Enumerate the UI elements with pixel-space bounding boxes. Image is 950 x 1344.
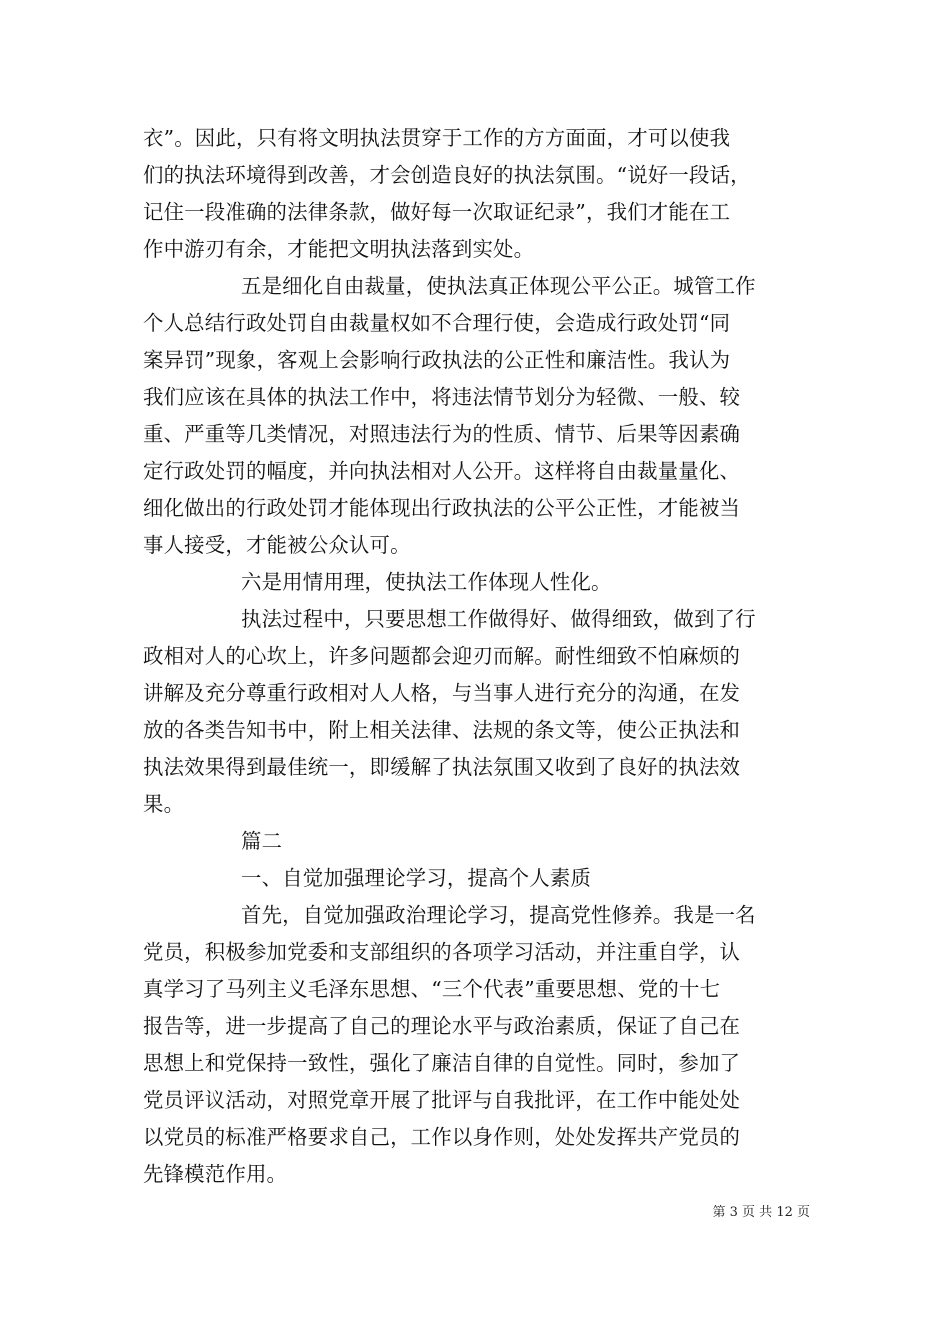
text-line: 事人接受，才能被公众认可。 bbox=[143, 533, 411, 557]
text-line: 党员，积极参加党委和支部组织的各项学习活动，并注重自学，认 bbox=[143, 940, 741, 964]
text-line: 个人总结行政处罚自由裁量权如不合理行使，会造成行政处罚“同 bbox=[143, 311, 731, 335]
text-line: 真学习了马列主义毛泽东思想、“三个代表”重要思想、党的十七 bbox=[143, 977, 721, 1001]
text-line: 细化做出的行政处罚才能体现出行政执法的公平公正性，才能被当 bbox=[143, 496, 741, 520]
page-number: 第 3 页 共 12 页 bbox=[712, 1205, 810, 1220]
text-line: 一、自觉加强理论学习，提高个人素质 bbox=[241, 866, 592, 890]
text-line: 首先，自觉加强政治理论学习，提高党性修养。我是一名 bbox=[241, 903, 756, 927]
text-line: 放的各类告知书中，附上相关法律、法规的条文等，使公正执法和 bbox=[143, 718, 741, 742]
text-line: 们的执法环境得到改善，才会创造良好的执法氛围。“说好一段话， bbox=[143, 163, 751, 187]
text-line: 政相对人的心坎上，许多问题都会迎刃而解。耐性细致不怕麻烦的 bbox=[143, 644, 741, 668]
text-line: 作中游刃有余，才能把文明执法落到实处。 bbox=[143, 237, 535, 261]
text-line: 我们应该在具体的执法工作中，将违法情节划分为轻微、一般、较 bbox=[143, 385, 741, 409]
text-line: 以党员的标准严格要求自己，工作以身作则，处处发挥共产党员的 bbox=[143, 1125, 741, 1149]
text-line: 思想上和党保持一致性，强化了廉洁自律的自觉性。同时，参加了 bbox=[143, 1051, 741, 1075]
text-line: 重、严重等几类情况，对照违法行为的性质、情节、后果等因素确 bbox=[143, 422, 741, 446]
text-line: 党员评议活动，对照党章开展了批评与自我批评，在工作中能处处 bbox=[143, 1088, 741, 1112]
text-line: 讲解及充分尊重行政相对人人格，与当事人进行充分的沟通，在发 bbox=[143, 681, 741, 705]
text-line: 案异罚”现象，客观上会影响行政执法的公正性和廉洁性。我认为 bbox=[143, 348, 731, 372]
text-line: 先锋模范作用。 bbox=[143, 1162, 288, 1186]
text-line: 执法过程中，只要思想工作做得好、做得细致，做到了行 bbox=[241, 607, 756, 631]
document-body bbox=[143, 120, 809, 1193]
text-line: 篇二 bbox=[241, 829, 283, 853]
text-line: 果。 bbox=[143, 792, 185, 816]
text-line: 报告等，进一步提高了自己的理论水平与政治素质，保证了自己在 bbox=[143, 1014, 741, 1038]
text-line: 六是用情用理，使执法工作体现人性化。 bbox=[241, 570, 612, 594]
text-line: 定行政处罚的幅度，并向执法相对人公开。这样将自由裁量量化、 bbox=[143, 459, 741, 483]
text-line: 五是细化自由裁量，使执法真正体现公平公正。城管工作 bbox=[241, 274, 756, 298]
text-line: 执法效果得到最佳统一，即缓解了执法氛围又收到了良好的执法效 bbox=[143, 755, 741, 779]
text-line: 衣”。因此，只有将文明执法贯穿于工作的方方面面，才可以使我 bbox=[143, 126, 731, 150]
text-line: 记住一段准确的法律条款，做好每一次取证纪录”，我们才能在工 bbox=[143, 200, 731, 224]
